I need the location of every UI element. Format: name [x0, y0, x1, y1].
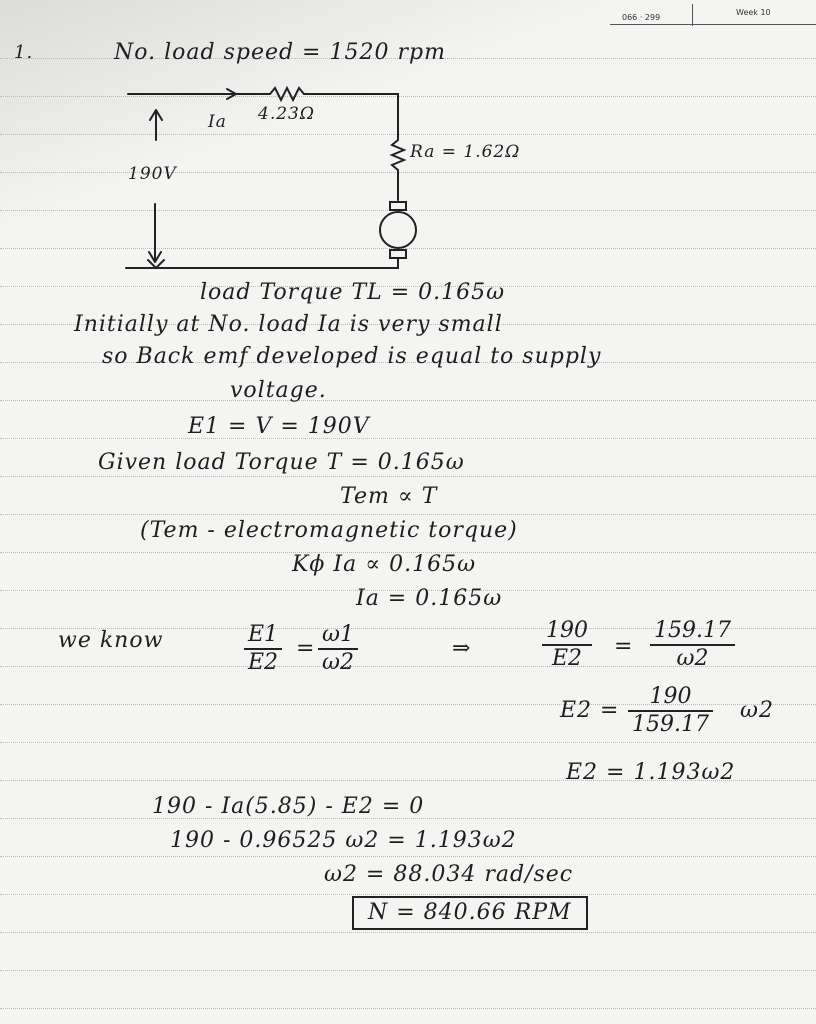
e2-rhs: ω2: [740, 698, 774, 723]
week-label: Week 10: [736, 8, 771, 17]
paragraph-line-3: voltage.: [230, 378, 327, 403]
fraction-w1-w2: [318, 622, 358, 676]
e2-final: E2 = 1.193ω2: [566, 760, 736, 785]
paragraph-line-1: Initially at No. load Ia is very small: [74, 312, 503, 337]
fraction-e1-e2: [244, 622, 282, 676]
omega2-result: ω2 = 88.034 rad/sec: [324, 862, 574, 887]
fraction-numerator: E1: [244, 622, 282, 650]
load-torque-line: load Torque TL = 0.165ω: [200, 280, 506, 305]
equals-sign: =: [296, 636, 316, 661]
fraction-numerator: 190: [628, 684, 713, 712]
implies-arrow: ⇒: [452, 636, 472, 661]
series-resistance-label: 4.23Ω: [258, 104, 315, 124]
fraction-denominator: E2: [551, 646, 583, 671]
paragraph-line-2: so Back emf developed is equal to supply: [102, 344, 602, 369]
kphi-line: Kϕ Ia ∝ 0.165ω: [292, 552, 477, 577]
tem-definition: (Tem - electromagnetic torque): [140, 518, 518, 543]
fraction-190-e2: [542, 618, 592, 672]
fraction-numerator: 190: [542, 618, 592, 646]
ia-line: Ia = 0.165ω: [356, 586, 503, 611]
given-torque-line: Given load Torque T = 0.165ω: [98, 450, 465, 475]
fraction-190-15917: [628, 684, 713, 738]
fraction-denominator: 159.17: [632, 712, 709, 737]
kvl-substituted: 190 - 0.96525 ω2 = 1.193ω2: [170, 828, 517, 853]
e2-lhs: E2 =: [560, 698, 620, 723]
supply-voltage-label: 190V: [128, 164, 177, 184]
final-answer-box: N = 840.66 RPM: [352, 896, 588, 930]
armature-current-label: Ia: [208, 112, 227, 132]
problem-number: 1.: [14, 42, 34, 63]
proportional-line: Tem ∝ T: [340, 484, 438, 509]
fraction-denominator: ω2: [676, 646, 709, 671]
fraction-numerator: ω1: [318, 622, 358, 650]
we-know-label: we know: [58, 628, 164, 653]
fraction-denominator: ω2: [322, 650, 354, 675]
armature-resistance-label: Ra = 1.62Ω: [410, 142, 521, 162]
page-number: 066 · 299: [622, 13, 661, 22]
problem-heading: No. load speed = 1520 rpm: [114, 40, 446, 65]
equals-sign: =: [614, 634, 634, 659]
fraction-denominator: E2: [248, 650, 279, 675]
fraction-15917-w2: [650, 618, 735, 672]
fraction-numerator: 159.17: [650, 618, 735, 646]
kvl-equation: 190 - Ia(5.85) - E2 = 0: [152, 794, 425, 819]
e1-equation: E1 = V = 190V: [188, 414, 370, 439]
